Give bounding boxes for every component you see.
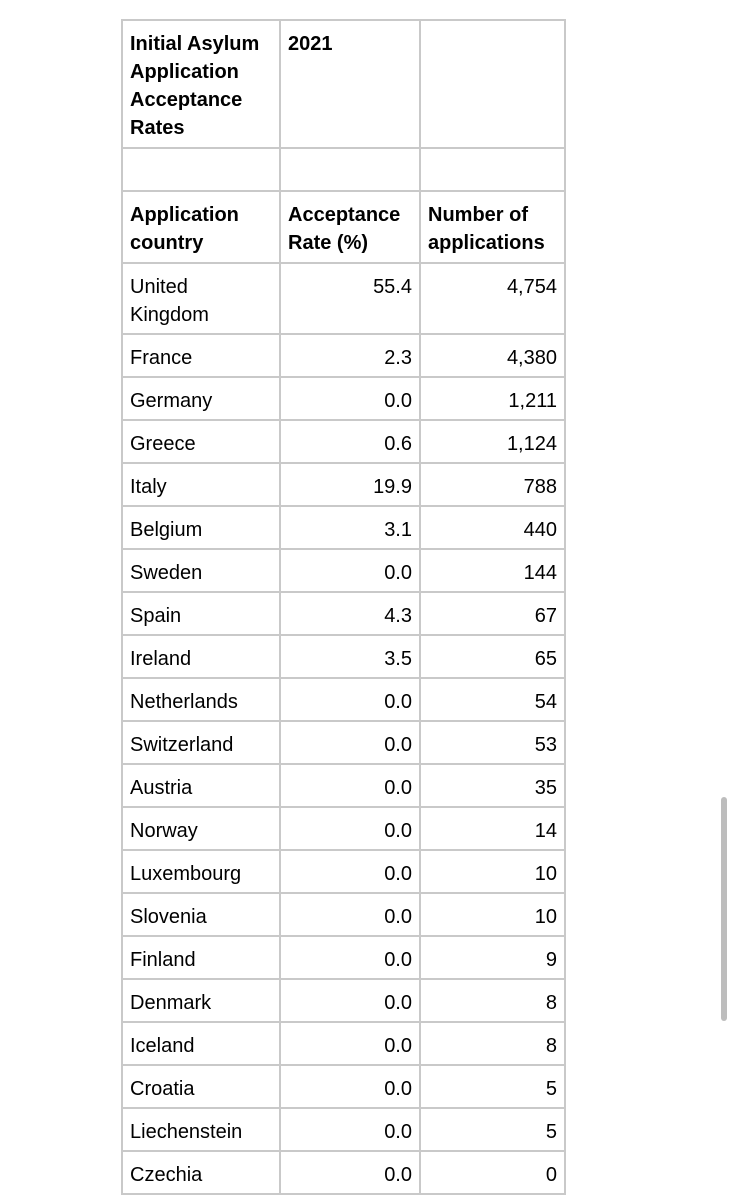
cell-applications: 1,124 <box>420 420 565 463</box>
cell-rate: 0.0 <box>280 549 420 592</box>
table-row <box>122 1151 565 1194</box>
cell-country: France <box>122 334 280 377</box>
table-row <box>122 893 565 936</box>
cell-country: Finland <box>122 936 280 979</box>
cell-applications: 67 <box>420 592 565 635</box>
cell-applications: 8 <box>420 979 565 1022</box>
header-applications: Number of applications <box>420 191 565 263</box>
header-rate: Acceptance Rate (%) <box>280 191 420 263</box>
table-row <box>122 420 565 463</box>
cell-rate: 2.3 <box>280 334 420 377</box>
cell-rate: 0.0 <box>280 764 420 807</box>
vertical-scrollbar[interactable] <box>721 797 727 1021</box>
empty-cell <box>122 148 280 191</box>
cell-rate: 0.6 <box>280 420 420 463</box>
cell-country: Denmark <box>122 979 280 1022</box>
cell-applications: 14 <box>420 807 565 850</box>
cell-rate: 0.0 <box>280 936 420 979</box>
cell-country: Croatia <box>122 1065 280 1108</box>
blank-row <box>122 148 565 191</box>
cell-country: Germany <box>122 377 280 420</box>
cell-country: Netherlands <box>122 678 280 721</box>
cell-rate: 3.5 <box>280 635 420 678</box>
cell-applications: 788 <box>420 463 565 506</box>
cell-country: Slovenia <box>122 893 280 936</box>
cell-country: Liechenstein <box>122 1108 280 1151</box>
cell-applications: 4,754 <box>420 263 565 334</box>
cell-applications: 35 <box>420 764 565 807</box>
cell-country: Ireland <box>122 635 280 678</box>
cell-country: Austria <box>122 764 280 807</box>
table-year: 2021 <box>280 20 420 148</box>
table-row <box>122 678 565 721</box>
cell-country: Greece <box>122 420 280 463</box>
cell-rate: 0.0 <box>280 1151 420 1194</box>
table-row <box>122 463 565 506</box>
table-row <box>122 979 565 1022</box>
empty-cell <box>280 148 420 191</box>
cell-applications: 53 <box>420 721 565 764</box>
table-row <box>122 764 565 807</box>
cell-applications: 8 <box>420 1022 565 1065</box>
cell-applications: 9 <box>420 936 565 979</box>
cell-applications: 0 <box>420 1151 565 1194</box>
table-row <box>122 807 565 850</box>
cell-rate: 0.0 <box>280 377 420 420</box>
cell-country: Italy <box>122 463 280 506</box>
cell-country: Switzerland <box>122 721 280 764</box>
table-row <box>122 1108 565 1151</box>
cell-applications: 5 <box>420 1065 565 1108</box>
header-row <box>122 191 565 263</box>
cell-country: Spain <box>122 592 280 635</box>
table-row <box>122 721 565 764</box>
title-row <box>122 20 565 148</box>
cell-country: Iceland <box>122 1022 280 1065</box>
cell-applications: 440 <box>420 506 565 549</box>
table-title: Initial Asylum Application Acceptance Rates <box>122 20 280 148</box>
table-row <box>122 936 565 979</box>
cell-country: Belgium <box>122 506 280 549</box>
cell-rate: 0.0 <box>280 1022 420 1065</box>
cell-rate: 0.0 <box>280 1108 420 1151</box>
cell-applications: 4,380 <box>420 334 565 377</box>
cell-rate: 0.0 <box>280 1065 420 1108</box>
cell-rate: 0.0 <box>280 807 420 850</box>
table-row <box>122 263 565 334</box>
cell-country: Sweden <box>122 549 280 592</box>
cell-country: United Kingdom <box>122 263 280 334</box>
cell-rate: 0.0 <box>280 893 420 936</box>
table-row <box>122 635 565 678</box>
table-row <box>122 592 565 635</box>
cell-applications: 144 <box>420 549 565 592</box>
cell-rate: 0.0 <box>280 678 420 721</box>
cell-rate: 55.4 <box>280 263 420 334</box>
table-row <box>122 377 565 420</box>
empty-cell <box>420 148 565 191</box>
cell-rate: 0.0 <box>280 979 420 1022</box>
cell-country: Luxembourg <box>122 850 280 893</box>
cell-rate: 19.9 <box>280 463 420 506</box>
cell-applications: 65 <box>420 635 565 678</box>
cell-country: Czechia <box>122 1151 280 1194</box>
table-row <box>122 850 565 893</box>
cell-applications: 54 <box>420 678 565 721</box>
table-row <box>122 1022 565 1065</box>
table-row <box>122 334 565 377</box>
cell-country: Norway <box>122 807 280 850</box>
table-row <box>122 1065 565 1108</box>
cell-rate: 0.0 <box>280 850 420 893</box>
cell-applications: 5 <box>420 1108 565 1151</box>
header-country: Application country <box>122 191 280 263</box>
cell-rate: 3.1 <box>280 506 420 549</box>
table-row <box>122 506 565 549</box>
cell-rate: 4.3 <box>280 592 420 635</box>
table-row <box>122 549 565 592</box>
empty-cell <box>420 20 565 148</box>
cell-rate: 0.0 <box>280 721 420 764</box>
cell-applications: 1,211 <box>420 377 565 420</box>
asylum-acceptance-table <box>121 19 566 1195</box>
cell-applications: 10 <box>420 893 565 936</box>
cell-applications: 10 <box>420 850 565 893</box>
